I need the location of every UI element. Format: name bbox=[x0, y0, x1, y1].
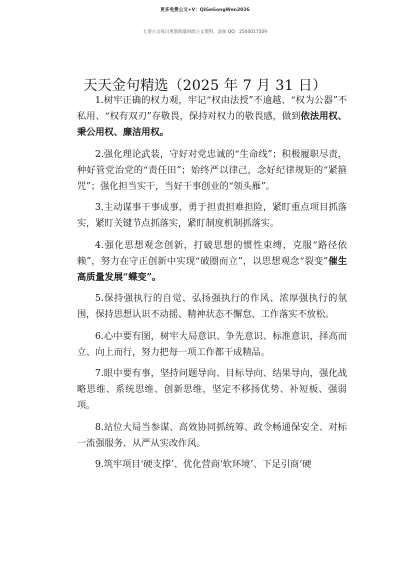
paragraph-1: 1.树牢正确的权力观，牢记“权由法授”不逾越、“权为公器”不私用、“权有双刃”存敬畏，保持对权力的敬畏感，做到依法用权、秉公用权、廉洁用权。 bbox=[77, 95, 347, 139]
document-body bbox=[77, 93, 347, 478]
page-title: 天天金句精选（2025 年 7 月 31 日） bbox=[83, 78, 327, 94]
promo-subheader: 七哥公文每日更新海量时政公文资料，添加 QQ：2500017509 bbox=[142, 30, 268, 35]
promo-header: 更多免费公文+V：QiGeGongWen2026 bbox=[160, 8, 250, 13]
paragraph-9: 9.筑牢项目‘硬支撑’、优化营商‘软环境’、下足引商‘硬 bbox=[95, 459, 312, 471]
paragraph-8: 8.站位大局当参谋、高效协同抓统筹、政令畅通保安全、对标一流强服务、从严从实改作风。 bbox=[77, 421, 347, 449]
paragraph-3: 3.主动谋事干事成事，勇于担责担难担险，紧盯重点项目抓落实，紧盯关键节点抓落实，紧盯制度机制抓落实。 bbox=[77, 202, 347, 230]
paragraph-7: 7.眼中要有事，坚持问题导向、目标导向、结果导向，强化战略思维、系统思维、创新思维，坚定不移扬优势、补短板、强弱项。 bbox=[77, 368, 347, 412]
paragraph-5: 5.保持强执行的自觉、弘扬强执行的作风、浓厚强执行的氛围，保持思想认识不动摇、精神状态不懈怠、工作落实不放松。 bbox=[77, 293, 347, 321]
paragraph-4: 4.强化思想观念创新，打破思想的惯性束缚，克服“路径依赖”，努力在守正创新中实现“破圈而立”，以思想观念“裂变”催生高质量发展“蝶变”。 bbox=[77, 239, 348, 284]
paragraph-6: 6.心中要有图，树牢大局意识、争先意识、标准意识，择高而立、向上而行，努力把每一项工作都干成精品。 bbox=[77, 330, 347, 358]
paragraph-2: 2.强化理论武装，守好对党忠诚的“生命线”；积极履职尽责，种好管党治党的“责任田”；始终严以律己，念好纪律规矩的“紧箍咒”；强化担当实干，当好干事创业的“领头雁”。 bbox=[77, 148, 347, 193]
